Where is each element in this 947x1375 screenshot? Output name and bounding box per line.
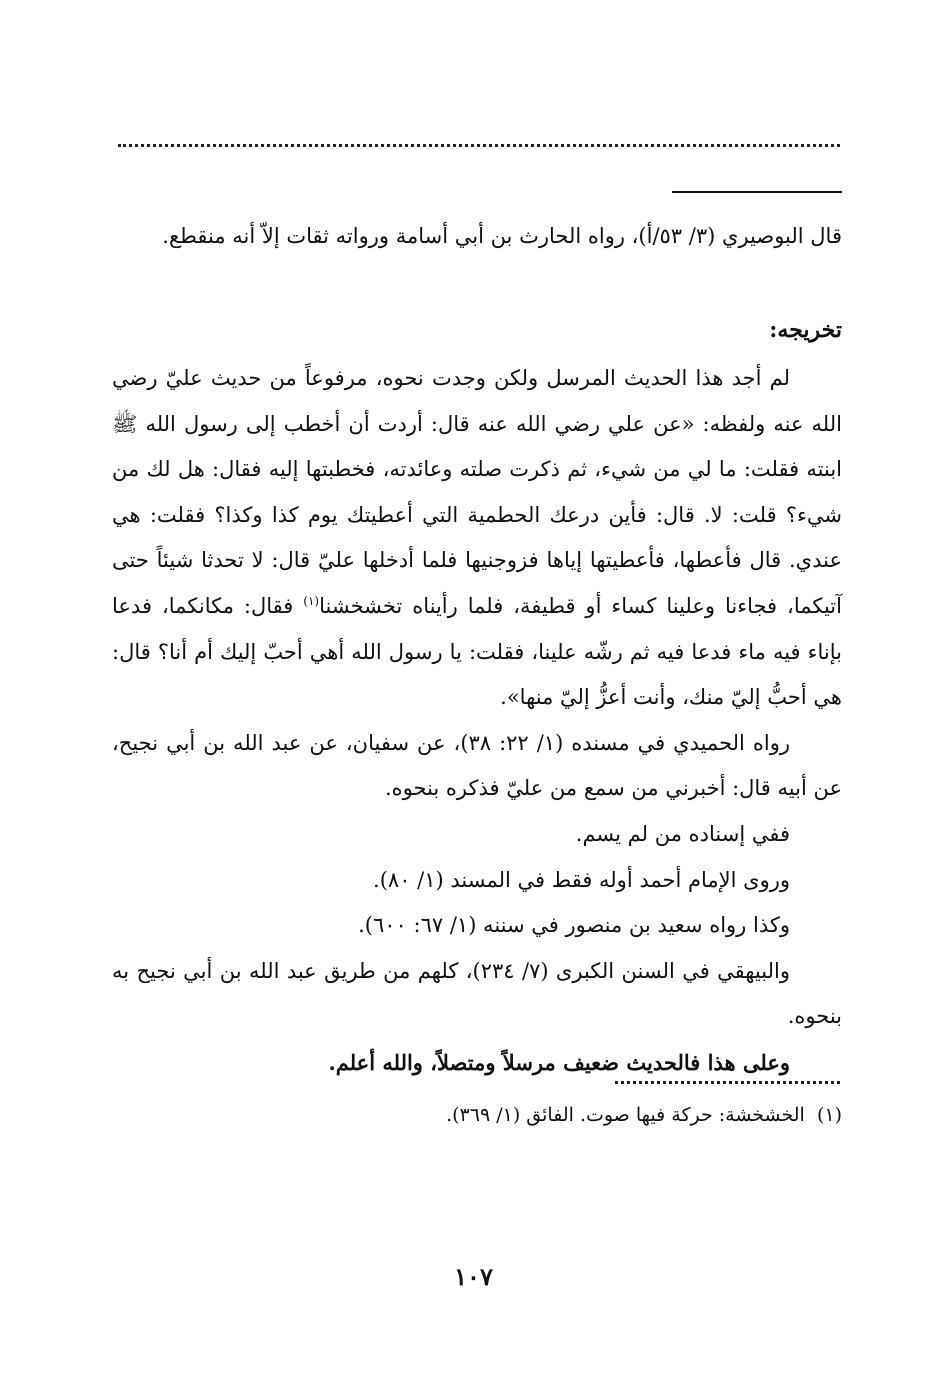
paragraph-isnad: ففي إسناده من لم يسم. [575,821,790,846]
paragraph-bayhaqi: والبيهقي في السنن الكبرى (٧/ ٢٣٤)، كلهم من طريق عبد الله بن أبي نجيح به بنحوه. [112,958,842,1029]
main-text-block [112,356,842,1086]
paragraph-conclusion: وعلى هذا فالحديث ضعيف مرسلاً ومتصلاً، والله أعلم. [328,1049,790,1075]
footnote-line [112,1096,842,1134]
footnote-dotted-separator [615,1081,840,1084]
top-dotted-separator [118,144,840,147]
paragraph-humaydi: رواه الحميدي في مسنده (١/ ٢٢: ٣٨)، عن سفيان، عن عبد الله بن أبي نجيح، عن أبيه قال: أخبرني من سمع من عليّ فذكره بنحوه. [112,730,842,801]
top-rule-line [672,191,842,193]
footnote-marker: (١) [303,593,320,608]
footnote-text: الخشخشة: حركة فيها صوت. الفائق (١/ ٣٦٩). [446,1104,805,1126]
footnote-number: (١) [816,1104,842,1126]
section-heading: تخريجه: [769,317,842,343]
paragraph-hadith [112,356,842,721]
page-number: ١٠٧ [454,1262,493,1291]
paragraph-hadith-text: لم أجد هذا الحديث المرسل ولكن وجدت نحوه، مرفوعاً من حديث عليّ رضي الله عنه ولفظه: «عن علي رضي الله عنه قال: أردت أن أخطب إلى رسول الله ﷺ ابنته فقلت: ما لي من شيء، ثم ذكرت صلته وعائدته، فخطبتها إليه فقال: هل لك من شيء؟ قلت: لا. قال: فأين درعك الحطمية التي أعطيتك يوم كذا وكذا؟ فقلت: هي عندي. قال فأعطها، فأعطيتها إياها فزوجنيها فلما أدخلها عليّ قال: لا تحدثا شيئاً حتى آتيكما، فجاءنا وعلينا كساء أو قطيفة، فلما رأيناه تخشخشنا [112,366,842,618]
paragraph-ahmad: وروى الإمام أحمد أوله فقط في المسند (١/ ٨٠). [373,867,790,892]
paragraph-saeed: وكذا رواه سعيد بن منصور في سننه (١/ ٦٧: ٦٠٠). [358,913,790,938]
footnote-block [112,1096,842,1134]
top-paragraph: قال البوصيري (٣/ ٥٣/أ)، رواه الحارث بن أبي أسامة ورواته ثقات إلاّ أنه منقطع. [162,224,842,248]
top-paragraph-block [112,214,842,259]
paragraph-hadith-text-after: فقال: مكانكما، فدعا بإناء فيه ماء فدعا فيه ثم رشّه علينا، فقلت: يا رسول الله أهي أحبّ إليك أم أنا؟ قال: هي أحبُّ إليّ منك، وأنت أعزُّ إليّ منها». [112,593,842,710]
